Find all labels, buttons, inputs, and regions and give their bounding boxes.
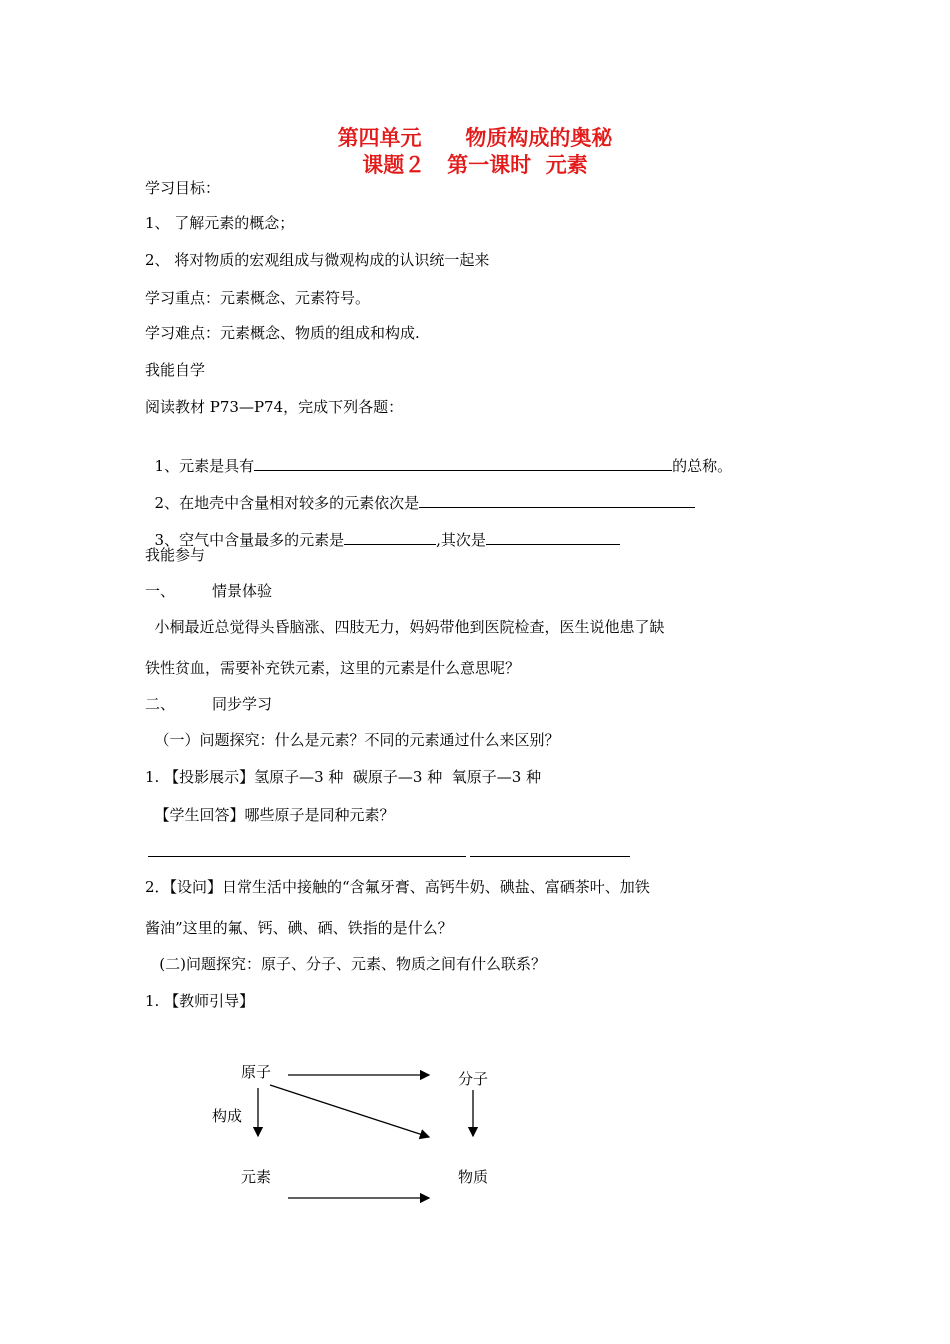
goals-label: 学习目标： (145, 179, 221, 197)
item-2-line-1: 2．【设问】日常生活中接触的“含氟牙膏、高钙牛奶、碘盐、富硒茶叶、加铁 (145, 878, 650, 896)
participate-heading: 我能参与 (145, 546, 206, 564)
section-1-title: 情景体验 (212, 582, 273, 600)
section-2-number: 二、 (145, 695, 176, 713)
diagram-atom-label: 原子 (241, 1063, 272, 1081)
answer-blank-1[interactable] (254, 454, 672, 471)
story-line-2: 铁性贫血，需要补充铁元素，这里的元素是什么意思呢？ (145, 659, 521, 677)
question-2-prefix: 2、在地壳中含量相对较多的元素依次是 (154, 494, 420, 512)
inquiry-2: (二)问题探究：原子、分子、元素、物质之间有什么联系？ (145, 955, 547, 973)
diagram-element-label: 元素 (241, 1168, 272, 1186)
story-line-1: 小桐最近总觉得头昏脑涨、四肢无力，妈妈带他到医院检查，医生说他患了缺 (145, 618, 665, 636)
goal-1: 1、 了解元素的概念； (145, 214, 295, 232)
key-points: 学习重点：元素概念、元素符号。 (145, 289, 371, 307)
diagram-compose-label: 构成 (212, 1107, 243, 1125)
lesson-title: 课题２ 第一课时 元素 (362, 153, 588, 177)
concept-diagram (200, 1050, 500, 1220)
arrow-atom-to-matter (270, 1085, 429, 1137)
answer-blank-4b[interactable] (470, 840, 630, 857)
item-2-line-2: 酱油”这里的氟、钙、碘、硒、铁指的是什么？ (145, 919, 453, 937)
question-3-prefix: 3、空气中含量最多的元素是 (154, 531, 345, 549)
answer-blank-3a[interactable] (344, 528, 436, 545)
question-1 (145, 434, 732, 476)
diagram-matter-label: 物质 (458, 1168, 489, 1186)
answer-blank-3b[interactable] (486, 528, 620, 545)
item-1-answer-prompt: 【学生回答】哪些原子是同种元素？ (145, 806, 395, 824)
goal-2: 2、 将对物质的宏观组成与微观构成的认识统一起来 (145, 251, 490, 269)
reading-instruction: 阅读教材 P73—P74，完成下列各题： (145, 398, 404, 416)
question-3 (145, 508, 620, 550)
diagram-molecule-label: 分子 (458, 1070, 489, 1088)
inquiry-1: （一）问题探究：什么是元素？不同的元素通过什么来区别？ (145, 731, 560, 749)
unit-title: 第四单元 物质构成的奥秘 (337, 126, 613, 150)
question-1-prefix: 1、元素是具有 (154, 457, 255, 475)
difficulties: 学习难点：元素概念、物质的组成和构成. (145, 324, 420, 342)
answer-blank-2[interactable] (419, 491, 695, 508)
question-3-mid: ,其次是 (436, 531, 486, 549)
question-1-suffix: 的总称。 (672, 457, 733, 475)
section-2-title: 同步学习 (212, 695, 273, 713)
section-1-number: 一、 (145, 582, 176, 600)
item-1: 1. 【投影展示】氢原子—3 种 碳原子—3 种 氧原子—3 种 (145, 768, 542, 786)
self-study-heading: 我能自学 (145, 361, 206, 379)
question-2 (145, 471, 695, 513)
teacher-guide: 1. 【教师引导】 (145, 992, 255, 1010)
answer-blank-4a[interactable] (148, 840, 466, 857)
